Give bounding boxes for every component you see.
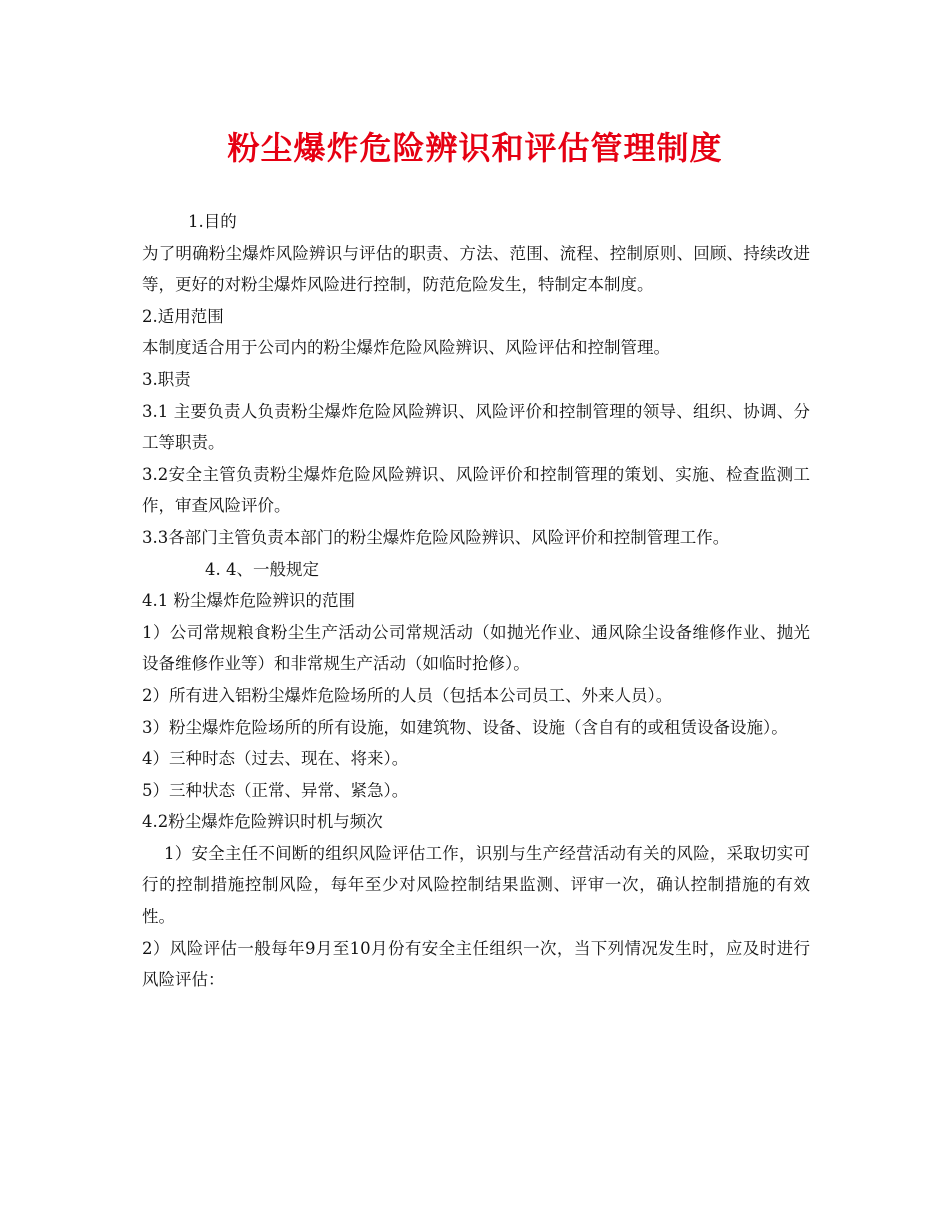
section-4-2-heading: 4.2粉尘爆炸危险辨识时机与频次 xyxy=(142,812,383,832)
list-item: 1）安全主任不间断的组织风险评估工作，识别与生产经营活动有关的风险，采取切实可行的控制措施控制风险，每年至少对风险控制结果监测、评审一次，确认控制措施的有效性。 xyxy=(142,843,810,927)
list-item: 2）风险评估一般每年9月至10月份有安全主任组织一次，当下列情况发生时，应及时进行风险评估： xyxy=(142,938,810,990)
section-3-1-paragraph: 3.1 主要负责人负责粉尘爆炸危险风险辨识、风险评价和控制管理的领导、组织、协调、分工等职责。 xyxy=(142,401,810,453)
section-4-1-heading: 4.1 粉尘爆炸危险辨识的范围 xyxy=(142,591,355,611)
section-1-paragraph: 为了明确粉尘爆炸风险辨识与评估的职责、方法、范围、流程、控制原则、回顾、持续改进等，更好的对粉尘爆炸风险进行控制，防范危险发生，特制定本制度。 xyxy=(142,243,810,295)
list-item: 4）三种时态（过去、现在、将来）。 xyxy=(142,749,409,769)
section-4-heading: 4. 4、一般规定 xyxy=(205,559,319,579)
section-2-paragraph: 本制度适合用于公司内的粉尘爆炸危险风险辨识、风险评估和控制管理。 xyxy=(142,338,670,358)
section-3-heading: 3.职责 xyxy=(142,369,191,389)
list-item: 3）粉尘爆炸危险场所的所有设施，如建筑物、设备、设施（含自有的或租赁设备设施）。 xyxy=(142,717,788,737)
document-title: 粉尘爆炸危险辨识和评估管理制度 xyxy=(227,129,723,167)
section-3-3-paragraph: 3.3各部门主管负责本部门的粉尘爆炸危险风险辨识、风险评价和控制管理工作。 xyxy=(142,527,730,547)
section-1-heading: 1.目的 xyxy=(188,212,237,231)
list-item: 5）三种状态（正常、异常、紧急）。 xyxy=(142,780,409,800)
list-item: 2）所有进入铝粉尘爆炸危险场所的人员（包括本公司员工、外来人员）。 xyxy=(142,685,673,705)
section-2-heading: 2.适用范围 xyxy=(142,306,224,326)
section-3-2-paragraph: 3.2安全主管负责粉尘爆炸危险风险辨识、风险评价和控制管理的策划、实施、检查监测工作，审查风险评价。 xyxy=(142,464,810,516)
document-body xyxy=(142,206,810,996)
list-item: 1）公司常规粮食粉尘生产活动公司常规活动（如抛光作业、通风除尘设备维修作业、抛光设备维修作业等）和非常规生产活动（如临时抢修）。 xyxy=(142,622,810,674)
